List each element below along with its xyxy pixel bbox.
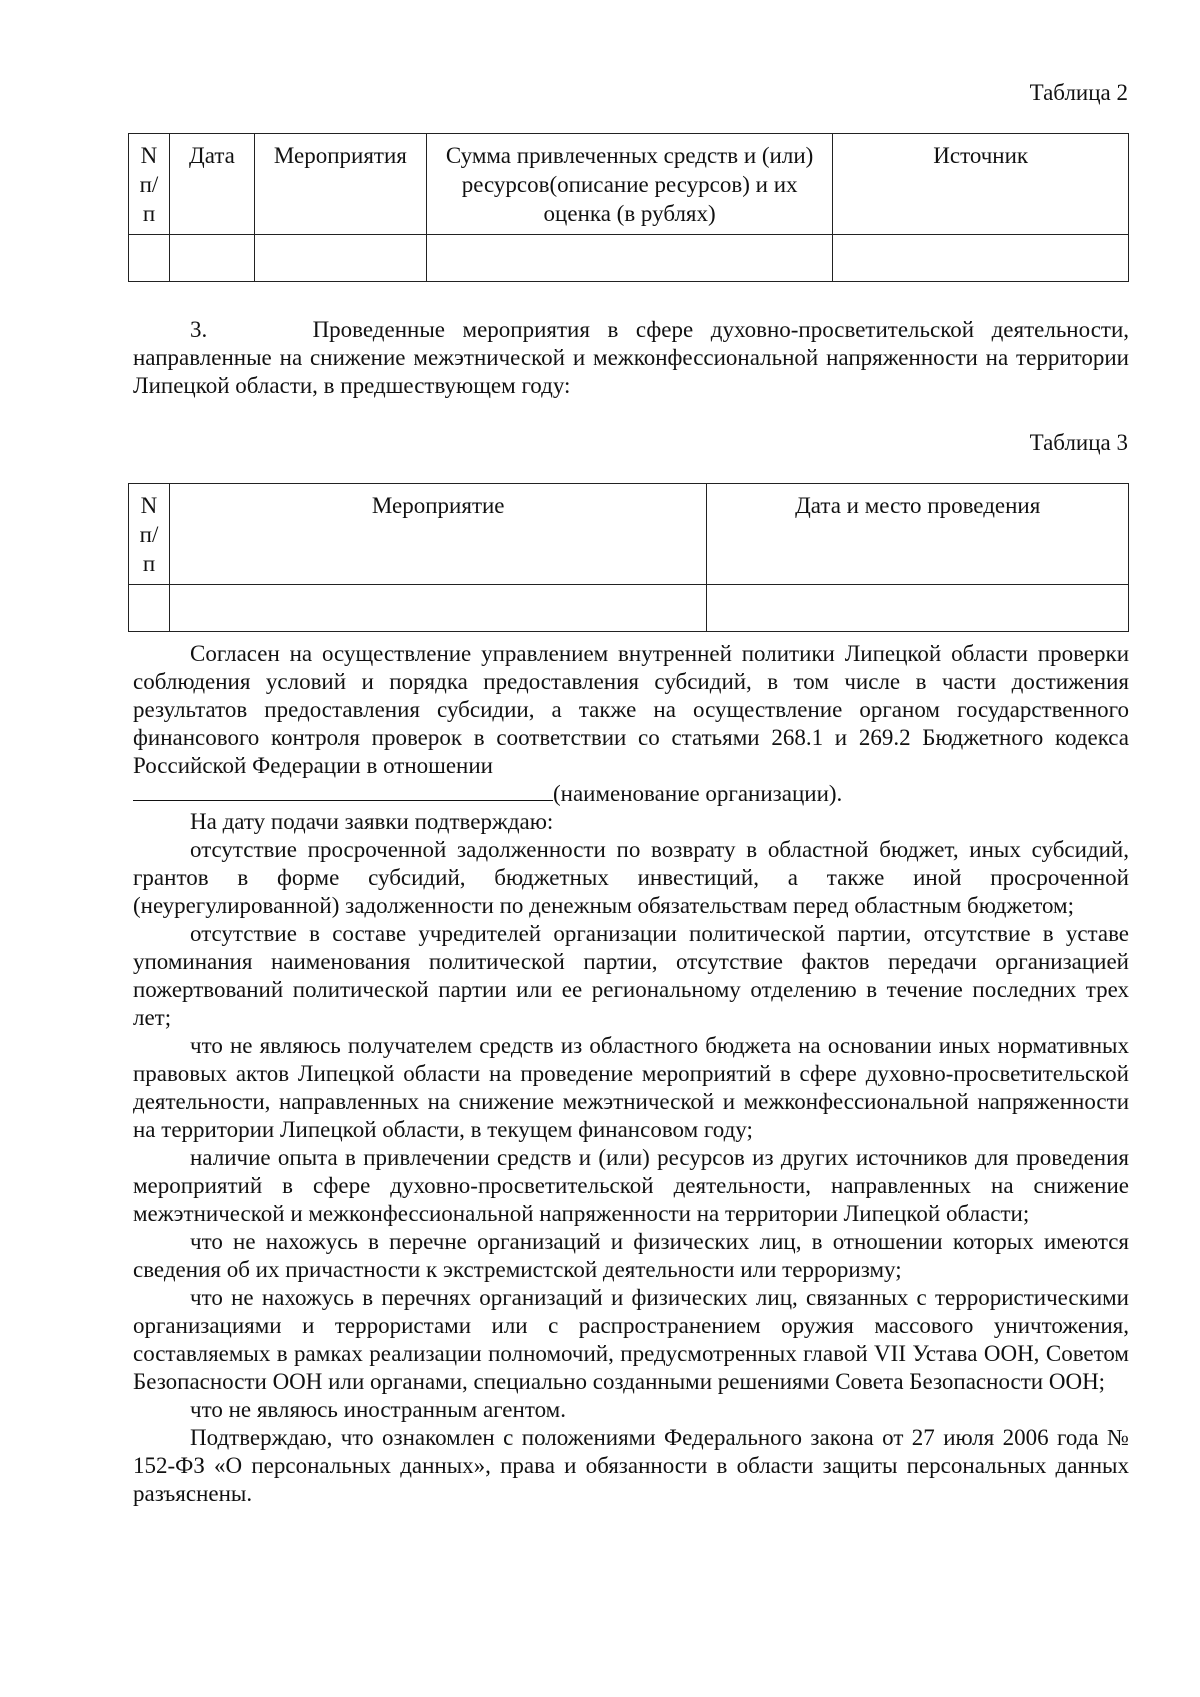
table3 — [128, 483, 1129, 632]
table3-col-number: N п/п — [129, 484, 170, 585]
table2-col-source: Источник — [833, 134, 1129, 235]
organization-line — [133, 780, 1129, 808]
table2-header-row — [129, 134, 1129, 235]
table2-col-number: N п/п — [129, 134, 170, 235]
section-3-number: 3. — [190, 317, 208, 342]
confirm-item: отсутствие в составе учредителей организации политической партии, отсутствие в уставе упоминания наименования политической партии, отсутствие фактов передачи организацией пожертвований политической партии или ее региональному отделению в течение последних трех лет; — [133, 921, 1129, 1030]
table3-empty-row — [129, 585, 1129, 632]
table3-col-event: Мероприятие — [169, 484, 706, 585]
table2-cell[interactable] — [254, 235, 426, 282]
table2-empty-row — [129, 235, 1129, 282]
table2-cell[interactable] — [833, 235, 1129, 282]
confirm-item: что не являюсь получателем средств из областного бюджета на основании иных нормативных правовых актов Липецкой области на проведение мероприятий в сфере духовно-просветительской деятельности, направленных на снижение межэтнической и межконфессиональной напряженности на территории Липецкой области, в текущем финансовом году; — [133, 1033, 1129, 1142]
table3-cell[interactable] — [169, 585, 706, 632]
section-3 — [133, 316, 1129, 400]
table3-col-date-place: Дата и место проведения — [707, 484, 1129, 585]
table2 — [128, 133, 1129, 282]
table3-label: Таблица 3 — [1029, 430, 1128, 455]
consent-paragraph — [133, 640, 1129, 780]
table3-header-row — [129, 484, 1129, 585]
section-3-text: Проведенные мероприятия в сфере духовно-просветительской деятельности, направленные на снижение межэтнической и межконфессиональной напряженности на территории Липецкой области, в предшествующем году: — [133, 317, 1130, 398]
organization-hint: (наименование организации). — [553, 781, 843, 806]
confirm-intro: На дату подачи заявки подтверждаю: — [190, 809, 554, 834]
confirm-item: что не являюсь иностранным агентом. — [190, 1397, 566, 1422]
personal-data-paragraph: Подтверждаю, что ознакомлен с положениями Федерального закона от 27 июля 2006 года № 152-ФЗ «О персональных данных», права и обязанности в области защиты персональных данных разъяснены. — [133, 1425, 1129, 1506]
table2-cell[interactable] — [426, 235, 833, 282]
consent-text: Согласен на осуществление управлением внутренней политики Липецкой области проверки соблюдения условий и порядка предоставления субсидий, в том числе в части достижения результатов предоставления субсидии, а также на осуществление органом государственного финансового контроля проверок в соответствии со статьями 268.1 и 269.2 Бюджетного кодекса Российской Федерации в отношении — [133, 641, 1129, 778]
confirm-item: что не нахожусь в перечне организаций и физических лиц, в отношении которых имеются сведения об их причастности к экстремистской деятельности или терроризму; — [133, 1229, 1129, 1282]
table2-col-amount: Сумма привлеченных средств и (или) ресурсов(описание ресурсов) и их оценка (в рублях) — [426, 134, 833, 235]
table2-label: Таблица 2 — [1029, 80, 1128, 105]
table3-cell[interactable] — [707, 585, 1129, 632]
consent-section — [133, 640, 1129, 1508]
confirm-item: отсутствие просроченной задолженности по возврату в областной бюджет, иных субсидий, грантов в форме субсидий, бюджетных инвестиций, а также иной просроченной (неурегулированной) задолженности по денежным обязательствам перед областным бюджетом; — [133, 837, 1129, 918]
table2-col-events: Мероприятия — [254, 134, 426, 235]
confirm-item: что не нахожусь в перечнях организаций и физических лиц, связанных с террористическими организациями и террористами или с распространением оружия массового уничтожения, составляемых в рамках реализации полномочий, предусмотренных главой VII Устава ООН, Советом Безопасности ООН или органами, специально созданными решениями Совета Безопасности ООН; — [133, 1285, 1129, 1394]
table2-cell[interactable] — [129, 235, 170, 282]
table2-cell[interactable] — [169, 235, 254, 282]
table2-col-date: Дата — [169, 134, 254, 235]
organization-name-blank[interactable] — [133, 780, 553, 801]
section-3-paragraph — [133, 316, 1129, 400]
confirm-item: наличие опыта в привлечении средств и (или) ресурсов из других источников для проведения мероприятий в сфере духовно-просветительской деятельности, направленных на снижение межэтнической и межконфессиональной напряженности на территории Липецкой области; — [133, 1145, 1129, 1226]
table3-cell[interactable] — [129, 585, 170, 632]
